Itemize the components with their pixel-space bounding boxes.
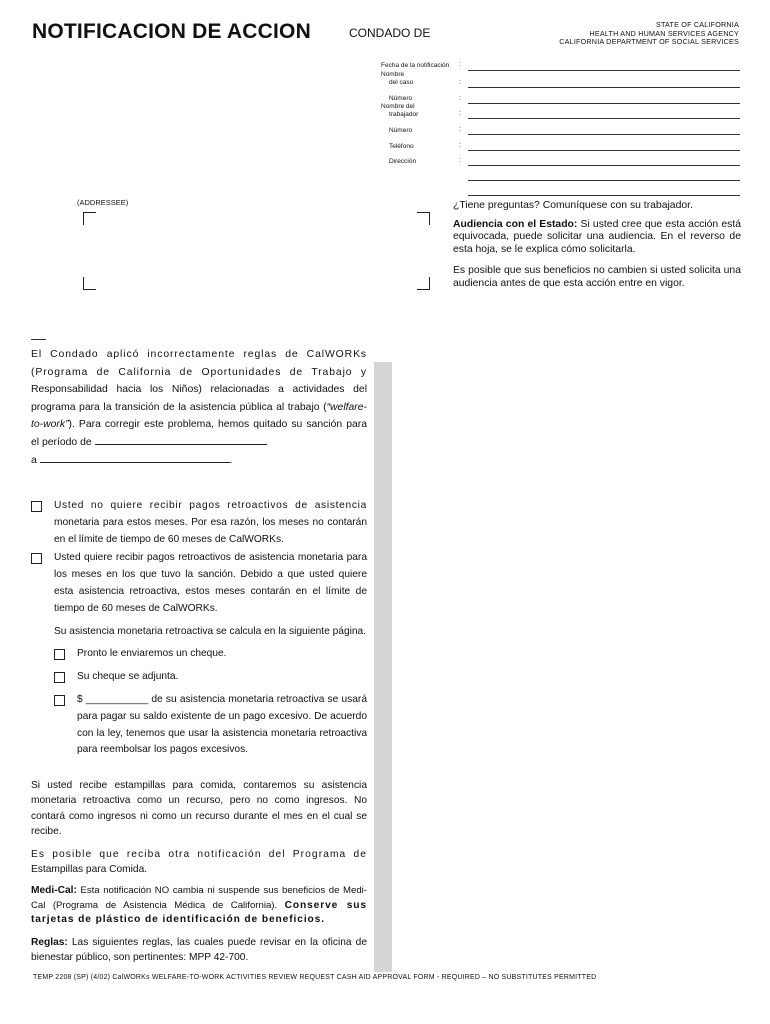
field-colon: :: [459, 79, 461, 86]
calc-note: Su asistencia monetaria retroactiva se calcula en la siguiente página.: [54, 625, 367, 637]
dollar-sign: $: [77, 693, 83, 705]
field-label-worker-name-2: trabajador: [389, 111, 419, 118]
field-label-worker-name: Nombre del: [381, 103, 415, 110]
checkbox-check-enclosed[interactable]: [54, 672, 65, 683]
window-corner-top-right: [417, 212, 430, 225]
medi-cal-heading: Medi-Cal:: [31, 885, 77, 897]
field-colon: :: [459, 126, 461, 133]
field-label-case-name: Nombre: [381, 71, 405, 78]
hearing-text: Si usted cree que esta acción está equivocada, puede solicitar una audiencia. En el reverso de esta hoja, se le explica cómo solicitarla.: [453, 218, 741, 255]
period-end-blank[interactable]: [40, 452, 230, 463]
rules-heading: Reglas:: [31, 936, 68, 948]
main-text: [31, 346, 367, 469]
other-notice-paragraph: [31, 847, 367, 878]
field-colon: :: [459, 110, 461, 117]
worker-name-line[interactable]: [468, 118, 740, 119]
field-colon: :: [459, 157, 461, 164]
case-name-line[interactable]: [468, 87, 740, 88]
notice-date-line[interactable]: [468, 70, 740, 71]
field-label-phone: Teléfono: [389, 143, 414, 150]
medi-cal-paragraph: [31, 884, 367, 927]
field-colon: :: [459, 61, 461, 68]
option-retro-text: Usted quiere recibir pagos retroactivos de asistencia monetaria para los meses en los que tuvo la sanción. Debido a que usted quiere esta asistencia retroactiva, estos meses contarán en el límite de tiempo de 60 meses de CalWORKs.: [54, 552, 367, 614]
field-label-notice-date: Fecha de la notificación: [381, 62, 450, 69]
agency-block: [559, 21, 739, 47]
sub-option-overpayment: [31, 692, 367, 759]
sub-option-check-enclosed: [31, 669, 367, 686]
checkbox-overpayment[interactable]: [54, 695, 65, 706]
field-label-case-name-2: del caso: [389, 79, 414, 86]
phone-line[interactable]: [468, 150, 740, 151]
other-notice-rest: Estampillas para Comida.: [31, 864, 148, 876]
number-line[interactable]: [468, 134, 740, 135]
rules-paragraph: [31, 935, 367, 966]
sub-option-check-send-text: Pronto le enviaremos un cheque.: [77, 648, 227, 660]
food-stamps-text: Si usted recibe estampillas para comida, contaremos su asistencia monetaria retroactiva como un recurso, pero no como ingresos. No contará como ingresos ni como un recurso durante el mes en el cual se recibe.: [31, 780, 367, 838]
option-no-retro-text: monetaria para estos meses. Por esa razón, los meses no contarán en el límite de tiempo de 60 meses de CalWORKs.: [54, 516, 367, 545]
address-line-1[interactable]: [468, 165, 740, 166]
medi-cal-keep-cards: Conserve sus tarjetas de plástico de identificación de beneficios.: [31, 899, 367, 926]
window-corner-top-left: [83, 212, 96, 225]
checkbox-no-retro[interactable]: [31, 501, 42, 512]
period-dot: .: [229, 454, 233, 466]
hearing-heading: Audiencia con el Estado:: [453, 218, 578, 230]
period-start-blank[interactable]: [95, 434, 267, 445]
main-text-normal: Responsabilidad hacia los Niños) relacionadas a actividades del programa para la transición de la asistencia pública al trabajo (: [31, 384, 367, 413]
welfare-to-work-term: “welfare-to-work”: [31, 401, 367, 431]
county-label: CONDADO DE: [349, 26, 431, 40]
address-line-2[interactable]: [468, 180, 740, 181]
sub-option-check-enclosed-text: Su cheque se adjunta.: [77, 671, 179, 683]
form-identifier: TEMP 2208 (SP) (4/02) CalWORKs WELFARE-TO-WORK ACTIVITIES REVIEW REQUEST CASH AID APPROVAL FORM - REQUIRED – NO SUBSTITUTES PERMITTED: [33, 974, 597, 981]
address-line-3[interactable]: [468, 195, 740, 196]
agency-line-hhs: HEALTH AND HUMAN SERVICES AGENCY: [589, 28, 739, 38]
period-to: a: [31, 454, 37, 466]
agency-line-state: STATE OF CALIFORNIA: [655, 20, 739, 29]
window-corner-bottom-right: [417, 277, 430, 290]
margin-bar: [374, 362, 392, 972]
option-retro: [31, 550, 367, 617]
rules-text: Las siguientes reglas, las cuales puede revisar en la oficina de bienestar público, son pertinentes: MPP 42-700.: [31, 936, 367, 964]
option-no-retro: [31, 498, 367, 548]
amount-blank[interactable]: ___________: [85, 693, 149, 705]
field-label-worker-number: Número: [389, 95, 413, 102]
sub-option-overpayment-text: de su asistencia monetaria retroactiva se usará para pagar su saldo existente de un pago excesivo. De acuerdo con la ley, tenemos que usar la asistencia monetaria retroactiva para reembolsar los pagos excesivos.: [77, 693, 367, 756]
checkbox-retro[interactable]: [31, 553, 42, 564]
addressee-label: (ADDRESSEE): [77, 198, 129, 207]
section-mark: [31, 339, 46, 340]
form-title: NOTIFICACION DE ACCION: [32, 20, 311, 43]
info-block: [453, 200, 741, 300]
questions-text: ¿Tiene preguntas? Comuníquese con su trabajador.: [453, 200, 693, 211]
main-paragraph: [31, 346, 367, 469]
medi-cal-text: Esta notificación NO cambia ni suspende sus beneficios de Medi-Cal (Programa de Asistencia Médica de California).: [31, 885, 367, 911]
field-label-number: Número: [389, 127, 413, 134]
worker-number-line[interactable]: [468, 103, 740, 104]
window-corner-bottom-left: [83, 277, 96, 290]
sub-option-check-send: [31, 646, 367, 663]
main-text-spaced: El Condado aplicó incorrectamente reglas de CalWORKs (Programa de California de Oportunidades de Trabajo y: [31, 349, 367, 378]
field-colon: :: [459, 142, 461, 149]
options-block: [31, 498, 367, 759]
field-colon: :: [459, 95, 461, 102]
footer-paragraphs: [31, 778, 367, 972]
option-no-retro-spaced: Usted no quiere recibir pagos retroactivos de asistencia: [54, 500, 367, 511]
agency-line-cdss: CALIFORNIA DEPARTMENT OF SOCIAL SERVICES: [559, 37, 739, 47]
main-text-end: ). Para corregir este problema, hemos quitado su sanción para el período de: [31, 419, 367, 448]
field-label-address: Dirección: [389, 158, 417, 165]
checkbox-check-send[interactable]: [54, 649, 65, 660]
hearing-paragraph: [453, 219, 741, 257]
other-notice-spaced: Es posible que reciba otra notificación del Programa de: [31, 848, 367, 860]
benefits-text: Es posible que sus beneficios no cambien si usted solicita una audiencia antes de que esta acción entre en vigor.: [453, 265, 741, 289]
